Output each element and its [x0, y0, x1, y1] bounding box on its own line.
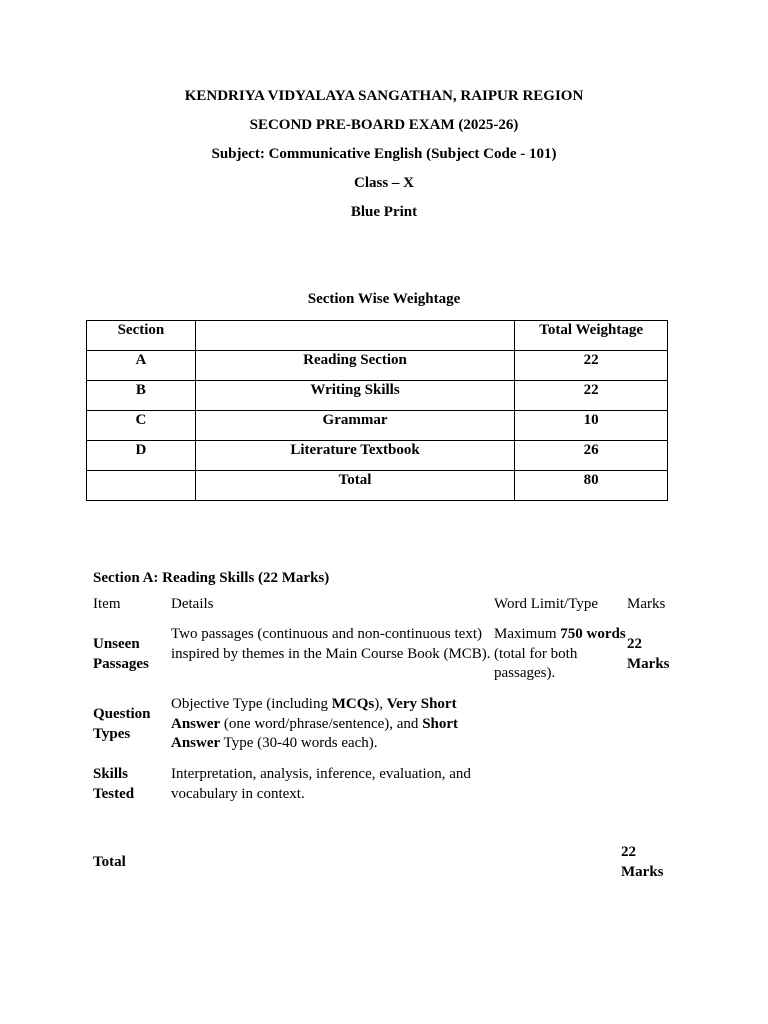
text-bold: Very Short Answer	[171, 696, 457, 732]
word-limit-suffix: (total for both passages).	[494, 645, 578, 681]
header-line-2: SECOND PRE-BOARD EXAM (2025-26)	[249, 117, 519, 133]
total-label: Total	[93, 854, 126, 870]
text-run: Type (30-40 words each).	[220, 735, 378, 751]
col-header-details: Details	[171, 596, 214, 612]
header-line-4: Class – X	[353, 175, 414, 191]
cell-weightage: 22	[515, 351, 668, 381]
cell-weightage: 80	[515, 471, 668, 501]
row3-item: Skills Tested	[93, 766, 135, 802]
section-a-title: Section A: Reading Skills (22 Marks)	[93, 570, 330, 586]
cell-name: Reading Section	[195, 351, 514, 381]
word-limit-prefix: Maximum	[494, 626, 561, 642]
row1-word-limit	[494, 625, 626, 684]
table-row	[87, 441, 668, 471]
header-line-1: KENDRIYA VIDYALAYA SANGATHAN, RAIPUR REGION	[184, 88, 584, 104]
row1-details: Two passages (continuous and non-continuous text) inspired by themes in the Main Course Book (MCB).	[171, 626, 491, 662]
text-run: ),	[374, 696, 387, 712]
cell-section	[87, 471, 196, 501]
cell-name: Writing Skills	[195, 381, 514, 411]
cell-name: Grammar	[195, 411, 514, 441]
col-header-marks: Marks	[627, 596, 666, 612]
header-cell-weightage: Total Weightage	[515, 321, 668, 351]
word-limit-bold: 750 words	[560, 626, 626, 642]
cell-section: C	[87, 411, 196, 441]
cell-weightage: 26	[515, 441, 668, 471]
table-row	[87, 381, 668, 411]
table-row	[87, 411, 668, 441]
cell-section: D	[87, 441, 196, 471]
row2-details	[171, 695, 486, 754]
cell-weightage: 10	[515, 411, 668, 441]
text-run: (one word/phrase/sentence), and	[220, 715, 423, 732]
header-cell-blank	[195, 321, 514, 351]
weightage-table	[86, 320, 668, 501]
col-header-item: Item	[93, 596, 121, 612]
cell-section: A	[87, 351, 196, 381]
text-run: Objective Type (including	[171, 696, 332, 712]
cell-section: B	[87, 381, 196, 411]
row1-marks: 22 Marks	[627, 636, 670, 672]
text-bold: MCQs	[331, 696, 375, 712]
cell-weightage: 22	[515, 381, 668, 411]
row1-item: Unseen Passages	[93, 636, 149, 672]
cell-name: Total	[195, 471, 514, 501]
header-line-3: Subject: Communicative English (Subject Code - 101)	[211, 146, 557, 162]
header-cell-section: Section	[87, 321, 196, 351]
total-marks: 22 Marks	[621, 844, 664, 880]
cell-name: Literature Textbook	[195, 441, 514, 471]
row3-details: Interpretation, analysis, inference, evaluation, and vocabulary in context.	[171, 766, 471, 802]
table-row	[87, 351, 668, 381]
row2-item: Question Types	[93, 706, 151, 742]
text-bold: Short Answer	[171, 715, 459, 751]
header-line-5: Blue Print	[350, 204, 418, 220]
col-header-word-limit: Word Limit/Type	[494, 596, 598, 612]
table-row-total	[87, 471, 668, 501]
table-header-row	[87, 321, 668, 351]
weightage-title: Section Wise Weightage	[307, 291, 461, 307]
